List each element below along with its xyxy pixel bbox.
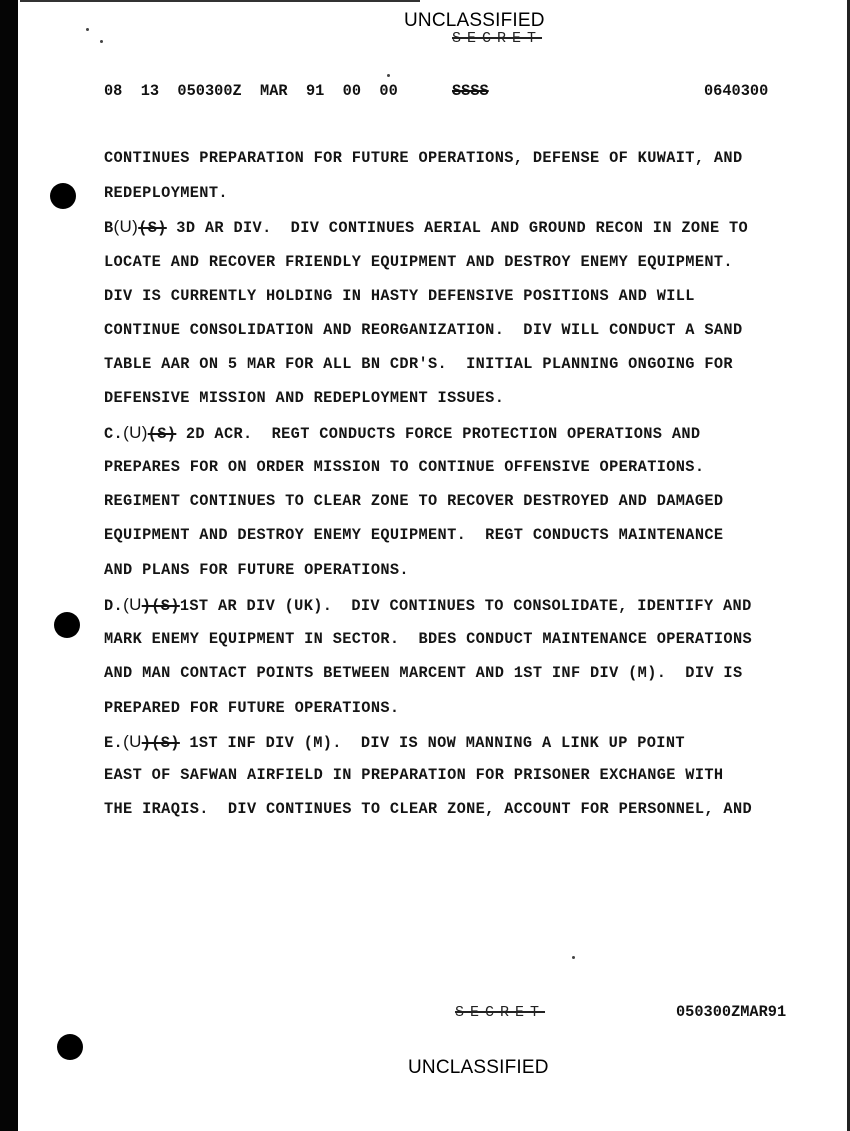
body-line: EAST OF SAFWAN AIRFIELD IN PREPARATION FOR PRISONER EXCHANGE WITH (104, 766, 724, 784)
paragraph-prefix: C. (104, 425, 124, 443)
body-line: CONTINUES PREPARATION FOR FUTURE OPERATIONS, DEFENSE OF KUWAIT, AND (104, 149, 743, 167)
punch-hole (54, 612, 80, 638)
paragraph-prefix: E. (104, 734, 124, 752)
body-line: PREPARED FOR FUTURE OPERATIONS. (104, 699, 400, 717)
scan-speck (572, 956, 575, 959)
classification-bottom: UNCLASSIFIED (408, 1057, 549, 1078)
body-line: TABLE AAR ON 5 MAR FOR ALL BN CDR'S. INITIAL PLANNING ONGOING FOR (104, 355, 733, 373)
body-line: PREPARES FOR ON ORDER MISSION TO CONTINUE OFFENSIVE OPERATIONS. (104, 458, 705, 476)
struck-marking: )(S) (141, 734, 180, 752)
handwritten-marking: (U (123, 595, 142, 614)
body-line: CONTINUE CONSOLIDATION AND REORGANIZATION. DIV WILL CONDUCT A SAND (104, 321, 743, 339)
paragraph-e-first-line (104, 732, 685, 752)
body-line: REGIMENT CONTINUES TO CLEAR ZONE TO RECOVER DESTROYED AND DAMAGED (104, 492, 724, 510)
body-line: AND PLANS FOR FUTURE OPERATIONS. (104, 561, 409, 579)
classification-top: UNCLASSIFIED (404, 10, 545, 31)
paragraph-c-first-line (104, 423, 700, 443)
scan-top-rule (20, 0, 420, 2)
struck-marking: (S) (147, 425, 177, 443)
scan-speck (100, 40, 103, 43)
body-line: DEFENSIVE MISSION AND REDEPLOYMENT ISSUES. (104, 389, 505, 407)
handwritten-marking: (U) (123, 423, 148, 442)
paragraph-prefix: B (104, 219, 114, 237)
paragraph-prefix: D. (104, 597, 124, 615)
body-line: AND MAN CONTACT POINTS BETWEEN MARCENT AND 1ST INF DIV (M). DIV IS (104, 664, 743, 682)
paragraph-b-first-line (104, 217, 748, 237)
body-line: LOCATE AND RECOVER FRIENDLY EQUIPMENT AND DESTROY ENEMY EQUIPMENT. (104, 253, 733, 271)
body-line: 2D ACR. REGT CONDUCTS FORCE PROTECTION OPERATIONS AND (176, 425, 701, 443)
scan-speck (387, 74, 390, 77)
scan-speck (86, 28, 89, 31)
body-line: THE IRAQIS. DIV CONTINUES TO CLEAR ZONE, ACCOUNT FOR PERSONNEL, AND (104, 800, 753, 818)
struck-marking: (S) (138, 219, 167, 237)
body-line: 1ST INF DIV (M). DIV IS NOW MANNING A LINK UP POINT (179, 734, 685, 752)
struck-secret-top: SECRET (452, 30, 543, 47)
header-number: 0640300 (704, 82, 769, 100)
body-line: MARK ENEMY EQUIPMENT IN SECTOR. BDES CONDUCT MAINTENANCE OPERATIONS (104, 630, 753, 648)
paragraph-d-first-line (104, 595, 752, 615)
scan-left-edge (0, 0, 18, 1131)
handwritten-marking: (U) (113, 217, 139, 236)
footer-dtg: 050300ZMAR91 (676, 1003, 787, 1021)
punch-hole (57, 1034, 83, 1060)
struck-secret-bottom: SECRET (455, 1004, 546, 1021)
body-line: REDEPLOYMENT. (104, 184, 228, 202)
struck-marking: )(S) (141, 597, 180, 615)
body-line: EQUIPMENT AND DESTROY ENEMY EQUIPMENT. REGT CONDUCTS MAINTENANCE (104, 526, 724, 544)
body-line: DIV IS CURRENTLY HOLDING IN HASTY DEFENSIVE POSITIONS AND WILL (104, 287, 695, 305)
punch-hole (50, 183, 76, 209)
handwritten-marking: (U (123, 732, 142, 751)
header-sequence: 08 13 050300Z MAR 91 00 00 (104, 82, 398, 100)
body-line: 3D AR DIV. DIV CONTINUES AERIAL AND GROUND RECON IN ZONE TO (166, 219, 749, 237)
body-line: 1ST AR DIV (UK). DIV CONTINUES TO CONSOLIDATE, IDENTIFY AND (179, 597, 752, 615)
header-struck-code: SSSS (452, 82, 489, 100)
